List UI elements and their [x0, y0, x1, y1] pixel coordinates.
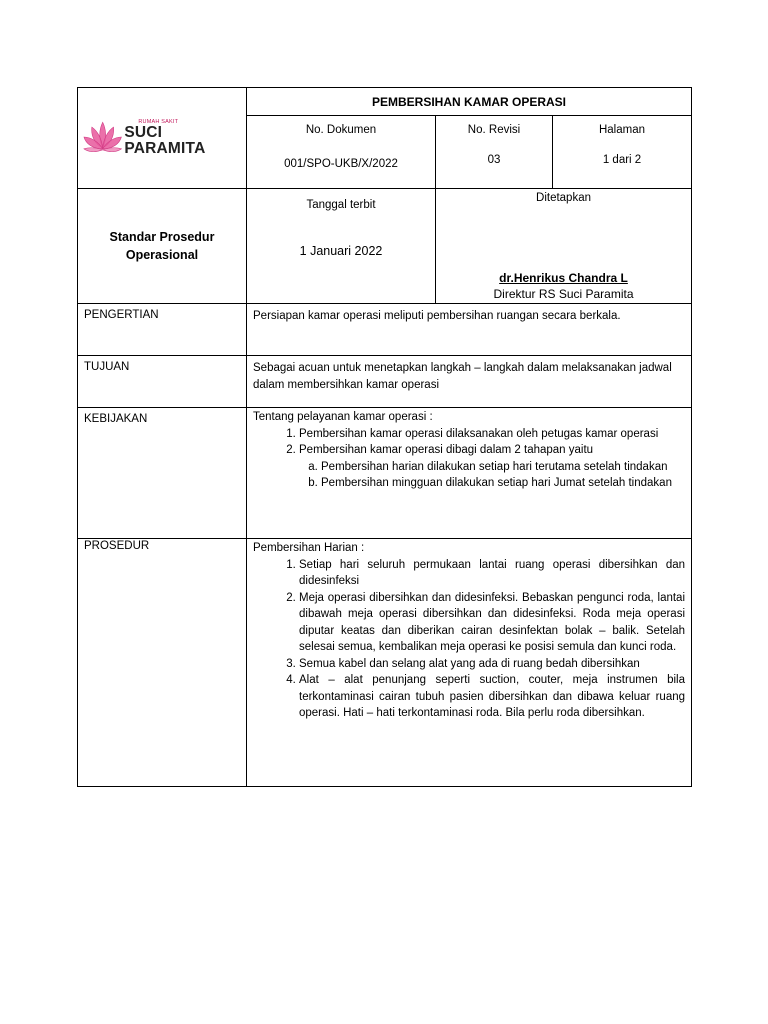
list-item: 3. Semua kabel dan selang alat yang ada di ruang bedah dibersihkan	[299, 656, 685, 673]
document-title: PEMBERSIHAN KAMAR OPERASI	[247, 88, 692, 116]
logo-subtitle: RUMAH SAKIT	[138, 118, 179, 125]
list-item: 2. Meja operasi dibersihkan dan didesinfeksi. Bebaskan pengunci roda, lantai dibawah meja operasi dibersihkan dan didesinfeksi. Roda meja operasi diputar keatas dan diberikan cairan desinfektan bolak – balik. Setelah selesai semua, kembalikan meja operasi ke posisi semula dan kunci roda.	[299, 590, 685, 656]
list-item-text: Pembersihan kamar operasi dibagi dalam 2 tahapan yaitu	[299, 444, 594, 456]
issue-date-label: Tanggal terbit	[306, 199, 376, 211]
revision-value: 03	[487, 154, 501, 166]
approval-label: Ditetapkan	[536, 192, 591, 204]
prosedur-list	[253, 557, 685, 722]
revision-cell	[436, 116, 553, 189]
prosedur-intro: Pembersihan Harian :	[253, 542, 365, 554]
kebijakan-list	[253, 426, 685, 492]
logo-cell	[78, 88, 247, 189]
list-item: 1. Setiap hari seluruh permukaan lantai ruang operasi dibersihkan dan didesinfeksi	[299, 557, 685, 590]
kebijakan-sublist	[299, 459, 685, 492]
signer-title: Direktur RS Suci Paramita	[493, 287, 634, 301]
approval-cell	[436, 189, 692, 304]
kebijakan-intro: Tentang pelayanan kamar operasi :	[253, 411, 433, 423]
list-item: 1. Pembersihan kamar operasi dilaksanakan oleh petugas kamar operasi	[299, 426, 685, 443]
lotus-icon	[81, 116, 124, 160]
doc-number-label: No. Dokumen	[305, 124, 377, 136]
revision-label: No. Revisi	[467, 124, 521, 136]
sop-document-table	[77, 87, 692, 787]
list-item: b. Pembersihan mingguan dilakukan setiap hari Jumat setelah tindakan	[321, 475, 685, 492]
sop-title-line2: Operasional	[125, 248, 199, 262]
hospital-logo	[78, 116, 246, 160]
sop-title-line1: Standar Prosedur	[109, 230, 215, 244]
list-item: a. Pembersihan harian dilakukan setiap hari terutama setelah tindakan	[321, 459, 685, 476]
issue-date-cell	[247, 189, 436, 304]
list-item	[299, 442, 685, 492]
page-label: Halaman	[598, 124, 646, 136]
page-cell	[553, 116, 692, 189]
issue-date-value: 1 Januari 2022	[299, 244, 383, 258]
list-item: 4. Alat – alat penunjang seperti suction, couter, meja instrumen bila terkontaminasi cairan tubuh pasien dibersihkan dan dibawa keluar ruang operasi. Hati – hati terkontaminasi roda. Bila perlu roda dibersihkan.	[299, 672, 685, 722]
kebijakan-label: KEBIJAKAN	[78, 408, 247, 539]
tujuan-text: Sebagai acuan untuk menetapkan langkah – langkah dalam melaksanakan jadwal dalam membersihkan kamar operasi	[247, 356, 692, 408]
kebijakan-body	[247, 408, 692, 539]
doc-number-value: 001/SPO-UKB/X/2022	[284, 158, 398, 170]
page-value: 1 dari 2	[602, 154, 642, 166]
signer-name: dr.Henrikus Chandra L	[499, 271, 628, 285]
pengertian-label: PENGERTIAN	[78, 304, 247, 356]
prosedur-body	[247, 539, 692, 787]
pengertian-text: Persiapan kamar operasi meliputi pembersihan ruangan secara berkala.	[247, 304, 692, 356]
tujuan-label: TUJUAN	[78, 356, 247, 408]
logo-name: SUCI PARAMITA	[124, 124, 206, 157]
sop-title-cell	[78, 189, 247, 304]
doc-number-cell	[247, 116, 436, 189]
prosedur-label: PROSEDUR	[78, 539, 247, 787]
